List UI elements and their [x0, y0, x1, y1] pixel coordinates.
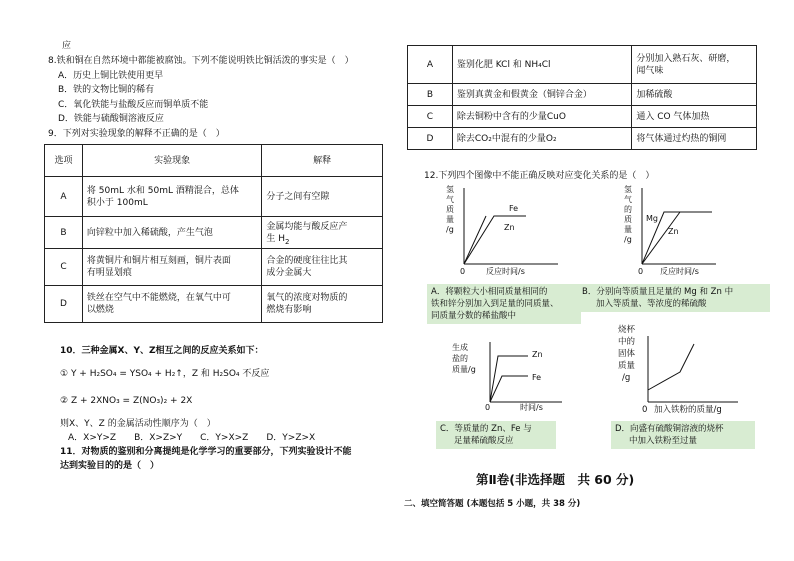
- text-line: 分别加入熟石灰、研磨，: [636, 53, 736, 64]
- x-axis-label: 反应时间/s: [660, 267, 699, 276]
- caption-line: 加入等质量、等浓度的稀硫酸: [596, 299, 707, 309]
- row-purpose: 除去铜粉中含有的少量CuO: [452, 106, 631, 128]
- series-label-fe: Fe: [532, 373, 542, 382]
- row-option: A: [408, 46, 453, 84]
- y-label-line: 生成: [452, 343, 468, 352]
- y-label-char: 质: [624, 215, 632, 224]
- y-label-char: 气: [446, 195, 454, 204]
- text-line: 将黄铜片和铜片相互刻画，铜片表面: [86, 256, 231, 266]
- y-label-char: /g: [446, 225, 454, 234]
- series-label-zn: Zn: [504, 223, 515, 232]
- q10-question: 则X、Y、Z 的金属活动性顺序为（ ）: [60, 419, 216, 429]
- caption-c: [436, 421, 556, 449]
- row-method: [632, 46, 757, 84]
- q9-stem: 9．下列对实验现象的解释不正确的是（ ）: [48, 129, 225, 139]
- text-line: 分子之间有空隙: [266, 191, 330, 202]
- row-phenomenon: 向锌粒中加入稀硫酸，产生气泡: [82, 217, 261, 249]
- y-label-char: 量: [446, 215, 454, 224]
- line-fe: [464, 216, 526, 264]
- y-label-char: 氢: [446, 185, 454, 194]
- y-label-line: 烧杯: [618, 325, 636, 335]
- y-label-line: 固体: [618, 349, 636, 359]
- x-axis-label: 反应时间/s: [486, 267, 525, 276]
- table-row: [45, 177, 383, 217]
- row-explanation: 金属均能与酸反应产 生 $H_2$: [262, 217, 383, 249]
- table-row: [408, 106, 757, 128]
- table-row: [408, 128, 757, 150]
- row-option: C: [45, 249, 83, 286]
- text-line: 以燃烧: [86, 305, 114, 315]
- y-label-char: 氢: [624, 185, 632, 194]
- caption-line: A．将颗粒大小相同质量相同的: [431, 287, 548, 297]
- caption-line: C．等质量的 Zn、Fe 与: [440, 424, 532, 434]
- q8-option-c: C．氧化铁能与盐酸反应而铜单质不能: [58, 100, 209, 110]
- series-label-fe: Fe: [509, 204, 519, 213]
- text-line: 将 50mL 水和 50mL 酒精混合，总体: [86, 185, 239, 196]
- text-line: 氧气的浓度对物质的: [266, 293, 348, 303]
- table-row: [408, 84, 757, 106]
- line-fe: [490, 376, 528, 402]
- q11-stem-line2: 达到实验目的的是（ ）: [60, 461, 160, 471]
- series-label-mg: Mg: [646, 214, 658, 223]
- text-line: 合金的硬度往往比其: [266, 256, 348, 266]
- text-line: 生 H: [266, 233, 286, 244]
- q8-option-a: A．历史上铜比铁使用更早: [58, 71, 164, 81]
- q8-option-b: B．铁的文物比铜的稀有: [58, 85, 155, 95]
- graph-a: [446, 184, 566, 284]
- y-label-char: 量: [624, 225, 632, 234]
- x-axis-label: 加入铁粉的质量/g: [654, 405, 722, 415]
- line-zn: [490, 356, 528, 402]
- q12-stem: 12.下列四个图像中不能正确反映对应变化关系的是（ ）: [424, 171, 655, 181]
- q8-option-d: D．铁能与硫酸铜溶液反应: [58, 114, 164, 124]
- q10-reaction-2: [60, 395, 192, 407]
- q10-stem: 10．三种金属X、Y、Z相互之间的反应关系如下：: [60, 346, 264, 356]
- row-option: A: [45, 177, 83, 217]
- caption-a: [427, 284, 581, 324]
- text-line: 成分金属大: [266, 268, 312, 278]
- line-zn: [464, 216, 486, 264]
- row-explanation: [262, 286, 383, 323]
- caption-line: B．分别向等质量且足量的 Mg 和 Zn 中: [582, 287, 734, 297]
- row-option: B: [408, 84, 453, 106]
- row-explanation: [262, 249, 383, 286]
- table-row: [45, 286, 383, 323]
- y-label-line: /g: [622, 373, 631, 383]
- caption-line: 同质量分数的稀盐酸中: [431, 311, 517, 321]
- row-method: 通入 CO 气体加热: [632, 106, 757, 128]
- table-row: [408, 46, 757, 84]
- graph-d: [618, 322, 758, 418]
- q8-stem: 8.铁和铜在自然环境中都能被腐蚀。下列不能说明铁比铜活泼的事实是（ ）: [48, 56, 354, 66]
- row-explanation: [262, 177, 383, 217]
- equation: Z + 2XNO₃ = Z(NO₃)₂ + 2X: [70, 396, 193, 406]
- row-option: C: [408, 106, 453, 128]
- q10-reaction-1: [60, 368, 269, 380]
- row-method: 加稀硫酸: [632, 84, 757, 106]
- y-label-line: 质量/g: [452, 365, 476, 374]
- row-option: D: [408, 128, 453, 150]
- row-purpose: 鉴别化肥 KCl 和 NH₄Cl: [452, 46, 631, 84]
- q11-stem-line1: 11．对物质的鉴别和分离提纯是化学学习的重要部分，下列实验设计不能: [60, 447, 352, 457]
- text-line: 金属均能与酸反应产: [266, 221, 348, 232]
- part-2-heading: 第Ⅱ卷(非选择题 共 60 分): [476, 472, 635, 487]
- row-purpose: 鉴别真黄金和假黄金（铜锌合金）: [452, 84, 631, 106]
- circled-number: ①: [60, 369, 69, 379]
- graph-c: [452, 340, 567, 416]
- caption-line: 足量稀硫酸反应: [454, 436, 514, 446]
- caption-line: D．向盛有硫酸铜溶液的烧杯: [615, 424, 724, 434]
- text-line: 有明显划痕: [86, 268, 132, 278]
- x-axis-label: 时间/s: [520, 403, 543, 412]
- caption-line: 中加入铁粉至过量: [629, 436, 698, 446]
- series-label-zn: Zn: [668, 227, 679, 236]
- y-label-line: 盐的: [452, 354, 468, 363]
- origin-label: 0: [460, 267, 466, 276]
- row-purpose: 除去CO₂中混有的少量O₂: [452, 128, 631, 150]
- caption-b: [578, 284, 770, 312]
- row-method: 将气体通过灼热的铜网: [632, 128, 757, 150]
- y-label-char: 气: [624, 195, 632, 204]
- q9-header-option: [45, 145, 83, 177]
- row-phenomenon: [82, 177, 261, 217]
- graph-b: [624, 184, 724, 284]
- q9-header-phenomenon: 实验现象: [82, 145, 261, 177]
- text-line: 闻气味: [636, 65, 664, 76]
- y-label-char: 的: [624, 205, 632, 214]
- y-label-char: 质: [446, 205, 454, 214]
- line-solid-mass: [648, 344, 694, 390]
- origin-label: 0: [638, 267, 644, 276]
- caption-d: [611, 421, 755, 449]
- table-row: [45, 217, 383, 249]
- equation: Y + H₂SO₄ = YSO₄ + H₂↑，Z 和 H₂SO₄ 不反应: [70, 369, 270, 379]
- row-phenomenon: [82, 249, 261, 286]
- y-label-char: /g: [624, 235, 632, 244]
- series-label-zn: Zn: [532, 350, 543, 359]
- row-option: B: [45, 217, 83, 249]
- q11-table: [407, 45, 757, 150]
- q9-header-explanation: 解释: [262, 145, 383, 177]
- y-label-line: 中的: [618, 337, 636, 347]
- y-label-line: 质量: [618, 361, 636, 371]
- row-option: D: [45, 286, 83, 323]
- text-line: 铁丝在空气中不能燃烧，在氧气中可: [86, 293, 231, 303]
- table-row: [45, 249, 383, 286]
- row-phenomenon: [82, 286, 261, 323]
- caption-line: 铁和锌分别加入到足量的同质量、: [431, 299, 559, 309]
- header-text: 选项: [54, 155, 73, 166]
- continued-text: 应: [62, 41, 72, 51]
- q10-options: A．X>Y>Z B．X>Z>Y C．Y>X>Z D．Y>Z>X: [68, 433, 316, 443]
- circled-number: ②: [60, 396, 69, 406]
- section-2-heading: 二、填空简答题 (本题包括 5 小题，共 38 分): [404, 499, 581, 509]
- q9-table: [44, 144, 383, 323]
- text-line: 积小于 100mL: [86, 197, 148, 208]
- origin-label: 0: [642, 405, 648, 415]
- origin-label: 0: [485, 403, 491, 412]
- text-line: 燃烧有影响: [266, 305, 312, 315]
